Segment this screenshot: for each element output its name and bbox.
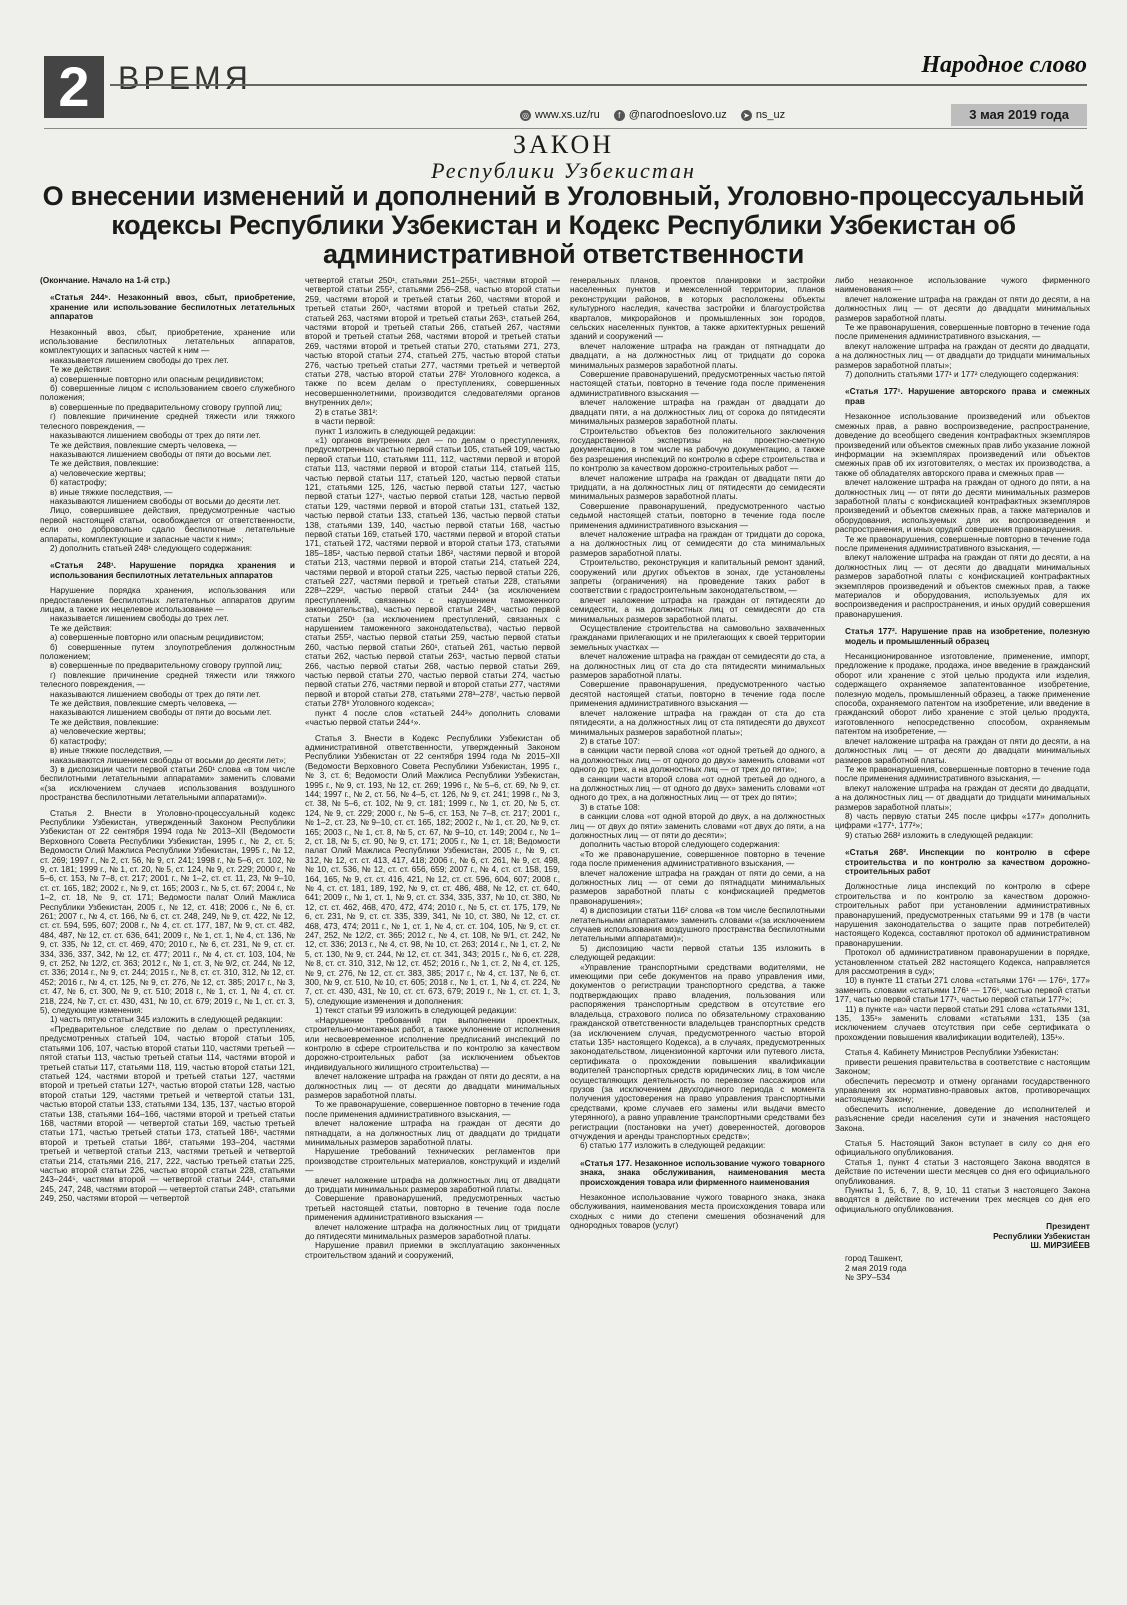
paragraph: в санкции слова «от одной второй до двух, а на должностных лиц — от двух до пяти» заменить словами «от двух до пяти, а на должностных лиц — от пяти до десяти»;: [570, 811, 825, 840]
page-number: 2: [44, 56, 104, 118]
article-title: «Статья 248¹. Нарушение порядка хранения и использования беспилотных летательных аппаратов: [50, 560, 295, 580]
paragraph: наказываются лишением свободы от трех до пяти лет.: [50, 430, 261, 441]
paragraph: г) повлекшие причинение средней тяжести или тяжкого телесного повреждения, —: [40, 669, 295, 690]
paragraph: Те же действия:: [50, 622, 112, 633]
paragraph: влекут наложение штрафа на граждан от десяти до двадцати, а на должностных лиц — от двадцати до тридцати минимальных размеров заработной платы»;: [835, 782, 1090, 812]
paragraph: обеспечить исполнение, доведение до исполнителей и разъяснение среди населения сути и значения настоящего Закона.: [835, 1103, 1090, 1133]
paragraph: Нарушение правил приемки в эксплуатацию законченных строительством зданий и сооружений,: [305, 1240, 560, 1260]
article-columns: [40, 276, 1090, 1596]
website-link[interactable]: [520, 109, 600, 121]
paragraph: в части первой:: [315, 416, 376, 427]
paragraph: «То же правонарушение, совершенное повторно в течение года после применения административного взыскания, —: [570, 848, 825, 869]
paragraph: Те же действия, повлекшие:: [50, 716, 159, 727]
paragraph: влечет наложение штрафа на граждан от пяти до десяти, а на должностных лиц — от десяти до двадцати минимальных размеров заработной платы.: [305, 1071, 560, 1100]
article-title: Статья 177². Нарушение прав на изобретение, полезную модель и промышленный образец: [845, 626, 1090, 646]
paragraph: б) совершенные путем злоупотребления должностным положением;: [40, 641, 295, 662]
paragraph: 3) в диспозиции части первой статьи 260¹ слова «в том числе беспилотными летательными аппаратами» заменить словами «(за исключением случаев использования воздушного пространства беспилотными летательными аппаратами)».: [40, 763, 295, 803]
paragraph: влечет наложение штрафа на должностных лиц от тридцати до пятидесяти минимальных размеров заработной платы.: [305, 1221, 560, 1242]
paragraph: 9) статью 268² изложить в следующей редакции:: [845, 829, 1034, 840]
paragraph: Осуществление строительства на самовольно захваченных гражданами прилегающих и не прилегающих к своей территории земельных участках —: [570, 623, 825, 652]
paragraph: влечет наложение штрафа на граждан от двадцати пяти до тридцати, а на должностных лиц от пятидесяти до семидесяти минимальных размеров заработной платы.: [570, 472, 825, 502]
paragraph: Несанкционированное изготовление, применение, импорт, предложение к продаже, продажа, иное введение в гражданский оборот или хранение с этой целью продукта или изделия, содержащего охраняемое запатентованное изобретение, полезную модель, промышленный образец, а также применение способа, охраняемого патентом на изобретение, или введение в гражданский оборот либо хранение с этой целью продукта, изготовленного непосредственно способом, охраняемым патентом на изобретение, —: [835, 651, 1090, 737]
telegram-link[interactable]: [741, 109, 785, 121]
paragraph: четвертой статьи 250¹, статьями 251–255¹, частями второй — четвертой статьи 255², статьями 256–258, частью второй статьи 259, частями второй и третьей статьи 260, частями второй и третьей статьи 260¹, частями второй и третьей статьи 262, статьей 263, частями второй и третьей статьи 263¹, статьей 264, частями второй и третьей статьи 266, статьей 267, частями второй и третьей статьи 268, частями второй и третьей статьи 269, частями второй и третьей статьи 270, статьями 271, 273, частью второй статьи 274, статьей 275, частью второй статьи 276, частью третьей статьи 277, частями третьей и четвертой статьи 278, частью второй статьи 278² Уголовного кодекса, а также по всем делам о преступлениях, совершенных несовершеннолетними, производится следователями органов внутренних дел»;: [305, 276, 560, 408]
column-3: [570, 276, 825, 1596]
paragraph: «Предварительное следствие по делам о преступлениях, предусмотренных статьей 104, частью второй статьи 105, статьями 106, 107, частью второй статьи 110, частями третьей — пятой статьи 113, частью третьей статьи 114, частями второй и третьей статьи 117, статьями 118, 119, частью второй статьи 121, статьей 124, частями второй и третьей статьи 127, частями второй и третьей статьи 127¹, частью второй статьи 128, частью второй статьи 129, частями третьей и четвертой статьи 131, частью второй статьи 133, статьями 134, 135, 137, частью второй статьи 138, статьями 164–166, частями второй и третьей статьи 168, частями второй — четвертой статьи 169, частью третьей статьи 171, частью третьей статьи 173, статьей 186¹, частями второй и третьей статьи 186², статьями 193–204, частями третьей и четвертой статьи 213, частями третьей и четвертой статьи 214, статьями 216, 217, 222, частью третьей статьи 225, частью второй статьи 226, частью второй статьи 228, статьями 243–244⁵, частями второй — четвертой статьи 244¹, статьями 245, 247, 248, частями второй — четвертой статьи 248¹, статьями 249, 250, частями второй — четвертой: [40, 1023, 295, 1204]
paragraph: Те же правонарушения, совершенные повторно в течение года после применения административного взыскания, —: [835, 322, 1090, 342]
paragraph: а) совершенные повторно или опасным рецидивистом;: [50, 373, 264, 384]
paragraph: влечет наложение штрафа на граждан от пятидесяти до семидесяти, а на должностных лиц от семидесяти до ста минимальных размеров заработной платы.: [570, 594, 825, 624]
paragraph: 6) статью 177 изложить в следующей редакции:: [580, 1140, 766, 1151]
paragraph: либо незаконное использование чужого фирменного наименования —: [835, 276, 1090, 295]
paragraph: влечет наложение штрафа на граждан от пяти до десяти, а на должностных лиц — от десяти до двадцати минимальных размеров заработной платы.: [835, 293, 1090, 323]
paragraph: «Нарушение требований при выполнении проектных, строительно-монтажных работ, а также уклонение от исполнения или несвоевременное исполнение предписаний инспекций по контролю в сфере строительства и по контролю за качеством дорожно-строительных работ (за исключением объектов индивидуального жилищного строительства) —: [305, 1014, 560, 1072]
signing-place: город Ташкент,: [845, 1253, 903, 1264]
paragraph: наказываются лишением свободы от трех до пяти лет.: [50, 688, 261, 699]
paragraph: влечет наложение штрафа на граждан от одного до пяти, а на должностных лиц — от пяти до десяти минимальных размеров заработной платы с конфискацией контрафактных экземпляров произведений и объектов смежных прав, а также материалов и оборудования, используемых для их воспроизведения и распространения, и иных орудий совершения правонарушения.: [835, 477, 1090, 535]
paragraph: влекут наложение штрафа на граждан от пяти до десяти, а на должностных лиц — от десяти до двадцати минимальных размеров заработной платы с конфискацией контрафактных экземпляров произведений и объектов смежных прав, а также материалов и оборудования, используемых для их воспроизведения и распространения, и иных орудий совершения правонарушения.: [835, 552, 1090, 619]
paragraph: Незаконное использование произведений или объектов смежных прав, а равно воспроизведение, распространение, доведение до всеобщего сведения контрафактных экземпляров произведений или объектов смежных прав либо указание ложной информации на экземплярах произведений или объектов смежных прав об их изготовителях, о местах их производства, а также об обладателях авторского права и смежных прав —: [835, 411, 1090, 478]
paragraph: Совершение правонарушений, предусмотренных частью третьей настоящей статьи, повторно в течение года после применения административного взыскания —: [305, 1193, 560, 1223]
paragraph: а) человеческие жертвы;: [50, 467, 146, 478]
paragraph: 10) в пункте 11 статьи 271 слова «статьями 176¹ — 176⁶, 177» заменить словами «статьями 176¹ — 176⁶, частью первой статьи 177, частью первой статьи 177¹, частью первой статьи 177²»;: [835, 975, 1090, 1005]
paragraph: 5) диспозицию части первой статьи 135 изложить в следующей редакции:: [570, 942, 825, 963]
paragraph: наказывается лишением свободы до трех лет.: [50, 613, 229, 624]
telegram-icon: ➤: [741, 110, 752, 121]
paragraph: 1) часть пятую статьи 345 изложить в следующей редакции:: [50, 1014, 283, 1025]
paragraph: «1) органов внутренних дел — по делам о преступлениях, предусмотренных частью первой статьи 105, статьей 109, частью первой статьи 110, статьями 111, 112, частями первой и второй статьи 113, частями первой и второй статьи 114, статьей 115, частью первой статьи 117, статьей 120, частью первой статьи 121, статьями 125, 126, частью первой статьи 127, частью первой статьи 127¹, частью первой статьи 128, частью первой статьи 129, частями первой и второй статьи 131, статьей 132, частью первой статьи 133, статьей 136, частью первой статьи 138, статьями 139, 140, частью первой статьи 168, частью первой статьи 169, статьей 170, частями первой и второй статьи 171, статьей 172, частями первой и второй статьи 173, статьями 185–185², частью первой статьи 186², частями первой и второй статьи 213, частями первой и второй статьи 214, статьей 224, частями первой и второй статьи 225, частью первой статьи 226, статьей 227, частями первой и третьей статьи 228, статьями 228¹–229², частью первой статьи 244¹ (за исключением преступлений, связанных с нарушением таможенного законодательства), частью первой статьи 248¹, частью первой статьи 250¹ (за исключением преступлений, связанных с нарушением таможенного законодательства), частью первой статьи 255², частью первой статьи 259, частью первой статьи 260, частью первой статьи 260¹, статьей 261, частью первой статьи 262, частью первой статьи 263¹, частью первой статьи 266, частью первой статьи 268, частью первой статьи 269, частью первой статьи 270, частью первой статьи 274, частью первой статьи 276, частями первой и второй статьи 277, частями первой и второй статьи 278, статьями 278³–278⁷, частью первой статьи 278⁸ Уголовного кодекса»;: [305, 434, 560, 709]
paragraph: Совершение правонарушения, предусмотренного частью десятой настоящей статьи, повторно в течение года после применения административного взыскания —: [570, 679, 825, 709]
paragraph: обеспечить пересмотр и отмену органами государственного управления их нормативно-правовых актов, противоречащих настоящему Закону;: [835, 1075, 1090, 1105]
paragraph: Статья 1, пункт 4 статьи 3 настоящего Закона вводятся в действие по истечении шести месяцев со дня его официального опубликования.: [835, 1156, 1090, 1186]
paragraph: пункт 4 после слов «статьей 244³» дополнить словами «частью первой статьи 244⁴».: [305, 707, 560, 728]
paragraph: в) совершенные по предварительному сговору группой лиц;: [50, 401, 283, 412]
paragraph: влекут наложение штрафа на граждан от десяти до двадцати, а на должностных лиц — от двадцати до тридцати минимальных размеров заработной платы»;: [835, 340, 1090, 370]
paragraph: То же правонарушение, совершенное повторно в течение года после применения административного взыскания, —: [305, 1099, 560, 1119]
paragraph: дополнить частью второй следующего содержания:: [580, 839, 780, 850]
paragraph: Нарушение требований технических регламентов при производстве строительных материалов, конструкций и изделий —: [305, 1146, 560, 1176]
paragraph: Те же правонарушения, совершенные повторно в течение года после применения административного взыскания, —: [835, 763, 1090, 784]
paragraph: 2) в статье 107:: [580, 735, 640, 746]
paragraph: 3) в статье 108:: [580, 801, 640, 812]
article-title: «Статья 177¹. Нарушение авторского права и смежных прав: [845, 386, 1090, 406]
website-text: www.xs.uz/ru: [535, 109, 600, 121]
law-label: ЗАКОН: [512, 130, 615, 159]
paragraph: «Управление транспортными средствами водителями, не имеющими при себе документов на право управления ими, документов о регистрации транспортного средства, а также подтверждающих право владения, пользования или распоряжения транспортным средством в отсутствие его владельца, страхового полиса по обязательному страхованию гражданской ответственности владельцев транспортных средств (за исключением случая, предусмотренного частью второй статьи 135¹ настоящего Кодекса), а в случаях, предусмотренных законодательством, лицензионной карточки или путевого листа, сертификата о прохождении повышения квалификации водителей транспортных средств юридических лиц, в том числе осуществляющих деятельность по перевозке пассажиров или грузов (за исключением двухгодичного периода с момента получения удостоверения на право управления транспортными средствами, кроме случаев его замены или выдачи вместо утерянного), а равно управление транспортными средствами без регистрации (постановки на учет) доверенностей, договоров отчуждения и аренды транспортных средств»;: [570, 961, 825, 1141]
paragraph: влечет наложение штрафа на граждан от пяти до десяти, а на должностных лиц — от десяти до двадцати минимальных размеров заработной платы.: [835, 735, 1090, 765]
paragraph: Те же действия:: [50, 364, 112, 375]
paragraph: 2) дополнить статьей 248¹ следующего содержания:: [50, 542, 253, 553]
paragraph: Те же правонарушения, совершенные повторно в течение года после применения административного взыскания, —: [835, 533, 1090, 553]
signing-date: 2 мая 2019 года: [845, 1262, 907, 1273]
paragraph: 8) часть первую статьи 245 после цифры «177» дополнить цифрами «177¹, 177²»;: [835, 810, 1090, 831]
continuation-note: (Окончание. Начало на 1-й стр.): [40, 276, 170, 285]
paragraph: в санкции части первой слова «от одной третьей до одного, а на должностных лиц — от одного до двух» заменить словами «от одного до трех, а на должностных лиц — от трех до пяти»;: [570, 745, 825, 775]
paragraph: Пункты 1, 5, 6, 7, 8, 9, 10, 11 статьи 3 настоящего Закона вводятся в действие по истечении трех месяцев со дня его официального опубликования.: [835, 1184, 1090, 1214]
telegram-text: ns_uz: [755, 109, 786, 121]
facebook-icon: f: [614, 110, 625, 121]
paragraph: Статья 2. Внести в Уголовно-процессуальный кодекс Республики Узбекистан, утвержденный Законом Республики Узбекистан от 22 сентября 1994 года № 2013–XII (Ведомости Верховного Совета Республики Узбекистан, 1995 г., № 2, ст. 5; Ведомости Олий Мажлиса Республики Узбекистан, 1995 г., № 12, ст. 269; 1997 г., № 2, ст. 56, № 9, ст. 241; 1998 г., № 5–6, ст. 102, № 9, ст. 181; 1999 г., № 1, ст. 20, № 5, ст. 124, № 9, ст. 229; 2000 г., № 5–6, ст. 153, № 7–8, ст. 217; 2001 г., № 1–2, ст. ст. 11, 23, № 9–10, ст. ст. 165, 182; 2002 г., № 9, ст. 165; 2003 г., № 5, ст. 67; 2004 г., № 1–2, ст. 18, № 9, ст. 171; Ведомости палат Олий Мажлиса Республики Узбекистан, 2005 г., № 12, ст. 418; 2006 г., № 6, ст. 261; 2007 г., № 4, ст. 166, № 6, ст. ст. 248, 249, № 9, ст. 422, № 12, ст. ст. 594, 595, 607; 2008 г., № 4, ст. ст. 177, 187, № 9, ст. ст. 482, 484, 487, № 12, ст. ст. 636, 641; 2009 г., № 1, ст. 1, № 4, ст. 136, № 9, ст. 335, № 12, ст. ст. 469, 470; 2010 г., № 6, ст. 231, № 9, ст. ст. 334, 336, 337, 342, № 12, ст. 477; 2011 г., № 4, ст. ст. 103, 104, № 9, ст. 252, № 12/2, ст. 363; 2012 г., № 1, ст. 3, № 9/2, ст. 244, № 12, ст. 336; 2014 г., № 9, ст. 244; 2015 г., № 8, ст. ст. 310, 312, № 12, ст. 452; 2016 г., № 4, ст. 125, № 9, ст. 276, № 12, ст. 385; 2017 г., № 3, ст. 47, № 6, ст. 300, № 9, ст. 510; 2018 г., № 1, ст. 1, № 4, ст. ст. 218, 224, № 7, ст. ст. 430, 431, № 10, ст. 679; 2019 г., № 1, ст. ст. 3, 5), следующие изменения:: [40, 807, 295, 1016]
paragraph: в) иные тяжкие последствия, —: [50, 745, 173, 756]
paragraph: влечет наложение штрафа на граждан от двадцати до двадцати пяти, а на должностных лиц от сорока до пятидесяти минимальных размеров заработной платы.: [570, 397, 825, 427]
paragraph: влечет наложение штрафа на граждан от десяти до пятнадцати, а на должностных лиц от двадцати до тридцати минимальных размеров заработной платы.: [305, 1118, 560, 1147]
paragraph: влечет наложение штрафа на граждан от пятнадцати до двадцати, а на должностных лиц от тридцати до сорока минимальных размеров заработной платы.: [570, 340, 825, 370]
paragraph: Незаконный ввоз, сбыт, приобретение, хранение или использование беспилотных летательных аппаратов, комплектующих и запасных частей к ним —: [40, 326, 295, 356]
paragraph: Совершение правонарушений, предусмотренных частью пятой настоящей статьи, повторно в течение года после применения административного взыскания —: [570, 369, 825, 398]
paragraph: Строительство, реконструкция и капитальный ремонт зданий, сооружений или других объектов в зонах, где установлены запреты (ограничения) на проведение таких работ в соответствии с градостроительным законодательством, —: [570, 557, 825, 596]
facebook-link[interactable]: [614, 109, 727, 121]
paragraph: влечет наложение штрафа на граждан от семидесяти до ста, а на должностных лиц от ста до ста пятидесяти минимальных размеров заработной платы.: [570, 651, 825, 681]
paragraph: Строительство объектов без положительного заключения государственной экспертизы на проектно-сметную документацию, в том числе на рабочую документацию, а также без разрешения инспекций по контролю в сфере строительства и по контролю за качеством дорожно-строительных работ —: [570, 425, 825, 474]
paragraph: влечет наложение штрафа на должностных лиц от двадцати до тридцати минимальных размеров заработной платы.: [305, 1174, 560, 1194]
paragraph: Те же действия, повлекшие:: [50, 458, 159, 469]
issue-date: 3 мая 2019 года: [951, 104, 1087, 126]
paragraph: в) иные тяжкие последствия, —: [50, 486, 173, 497]
paragraph: Статья 3. Внести в Кодекс Республики Узбекистан об административной ответственности, утвержденный Законом Республики Узбекистан от 22 сентября 1994 года № 2015–XII (Ведомости Верховного Совета Республики Узбекистан, 1995 г., № 3, ст. 6; Ведомости Олий Мажлиса Республики Узбекистан, 1995 г., № 9, ст. 193, № 12, ст. 269; 1996 г., № 5–6, ст. 69, № 9, ст. 144; 1997 г., № 2, ст. 56, № 4–5, ст. 126, № 9, ст. 241; 1998 г., № 3, ст. 38, № 5–6, ст. 102, № 9, ст. 181; 1999 г., № 1, ст. 20, № 5, ст. 124, № 9, ст. 229; 2000 г., № 5–6, ст. 153, № 7–8, ст. 217; 2001 г., № 1–2, ст. 23, № 9–10, ст. ст. 165, 182; 2002 г., № 1, ст. 20, № 9, ст. 165; 2003 г., № 1, ст. 8, № 5, ст. 67, № 9–10, ст. 149; 2004 г., № 1–2, ст. 18, № 5, ст. 90, № 9, ст. 171; 2005 г., № 1, ст. 18; Ведомости палат Олий Мажлиса Республики Узбекистан, 2005 г., № 9, ст. 312, № 12, ст. ст. 413, 417, 418; 2006 г., № 6, ст. 261, № 9, ст. 498, № 10, ст. 536, № 12, ст. ст. 656, 659; 2007 г., № 4, ст. ст. 158, 159, 164, 165, № 9, ст. ст. 416, 421, № 12, ст. ст. 596, 604, 607; 2008 г., № 4, ст. ст. 181, 189, 192, № 9, ст. ст. 486, 488, № 12, ст. ст. 640, 641; 2009 г., № 1, ст. 1, № 9, ст. ст. 334, 335, 337, № 10, ст. 380, № 12, ст. ст. 462, 468, 470, 472, 474; 2010 г., № 5, ст. ст. 175, 179, № 6, ст. 231, № 9, ст. ст. 335, 339, 341, № 10, ст. 380, № 12, ст. ст. 468, 473, 474; 2011 г., № 1, ст. 1, № 4, ст. ст. 104, 105, № 9, ст. ст. 247, 252, № 12/2, ст. 365; 2012 г., № 4, ст. 108, № 9/1, ст. 242, № 12, ст. 336; 2013 г., № 4, ст. 98, № 10, ст. 263; 2014 г., № 1, ст. 2, № 5, ст. 130, № 9, ст. 244, № 12, ст. ст. 341, 343; 2015 г., № 6, ст. 228, № 8, ст. ст. 310, 312, № 12, ст. 452; 2016 г., № 1, ст. 2, № 4, ст. 125, № 9, ст. 276, № 12, ст. ст. 383, 385; 2017 г., № 4, ст. 137, № 6, ст. 300, № 9, ст. 510, № 10, ст. 605; 2018 г., № 1, ст. 1, № 4, ст. 224, № 7, ст. ст. 430, 431, № 10, ст. ст. 673, 679; 2019 г., № 1, ст. ст. 1, 3, 5), следующие изменения и дополнения:: [305, 732, 560, 1006]
section-title: ВРЕМЯ: [118, 60, 252, 96]
law-number: № ЗРУ–534: [845, 1272, 891, 1283]
paragraph: Незаконное использование чужого товарного знака, знака обслуживания, наименования места происхождения товара или сходных с ними до степени смешения обозначений для однородных товаров (услуг): [570, 1192, 825, 1231]
paragraph: Протокол об административном правонарушении в порядке, установленном статьей 282 настоящего Кодекса, направляется для рассмотрения в суд»;: [835, 947, 1090, 977]
paragraph: Лицо, совершившее действия, предусмотренные частью первой настоящей статьи, освобождается от ответственности, если оно добровольно сдало беспилотные летательные аппараты, комплектующие и запасные части к ним»;: [40, 505, 295, 544]
paragraph: а) совершенные повторно или опасным рецидивистом;: [50, 632, 264, 643]
article-title: «Статья 177. Незаконное использование чужого товарного знака, знака обслуживания, наименования места происхождения товара или фирменного наименования: [580, 1157, 825, 1187]
paragraph: Те же действия, повлекшие смерть человека, —: [50, 698, 237, 709]
paragraph: а) человеческие жертвы;: [50, 726, 146, 737]
paragraph: генеральных планов, проектов планировки и застройки населенных пунктов и межселенной территории, планов реконструкции районов, в которых расположены объекты культурного наследия, качества застройки и благоустройства кварталов, микрорайонов и промышленных зон городов, сельских населенных пунктов, а также архитектурных решений зданий и сооружений —: [570, 276, 825, 342]
paragraph: пункт 1 изложить в следующей редакции:: [315, 425, 476, 436]
paragraph: 4) в диспозиции статьи 116² слова «в том числе беспилотными летательными аппаратами» заменить словами «(за исключением случаев использования воздушного пространства беспилотными летательными аппаратами)»;: [570, 905, 825, 944]
paragraph: Статья 5. Настоящий Закон вступает в силу со дня его официального опубликования.: [835, 1137, 1090, 1158]
paragraph: наказываются лишением свободы от пяти до восьми лет.: [50, 448, 272, 459]
paragraph: г) повлекшие причинение средней тяжести или тяжкого телесного повреждения, —: [40, 411, 295, 431]
paragraph: б) катастрофу;: [50, 735, 107, 746]
paragraph: Статья 4. Кабинету Министров Республики Узбекистан:: [845, 1047, 1059, 1058]
paragraph: б) совершенные лицом с использованием своего служебного положения;: [40, 383, 295, 403]
paragraph: в) совершенные по предварительному сговору группой лиц;: [50, 660, 283, 671]
column-2: [305, 276, 560, 1596]
article-headline: О внесении изменений и дополнений в Уголовный, Уголовно-процессуальный кодексы Республики Узбекистан и Кодекс Республики Узбекистан об административной ответственности: [42, 181, 1085, 269]
article-title: «Статья 268². Инспекции по контролю в сфере строительства и по контролю за качеством дорожно-строительных работ: [845, 847, 1090, 876]
paragraph: влечет наложение штрафа на граждан от пяти до семи, а на должностных лиц — от семи до пятнадцати минимальных размеров заработной платы с конфискацией предметов правонарушения»;: [570, 867, 825, 906]
paragraph: наказываются лишением свободы от пяти до восьми лет.: [50, 707, 272, 718]
paragraph: наказываются лишением свободы от восьми до десяти лет»;: [50, 754, 286, 765]
article-title: «Статья 244⁵. Незаконный ввоз, сбыт, приобретение, хранение или использование беспилотных летательных аппаратов: [50, 292, 295, 322]
paragraph: влечет наложение штрафа на граждан от тридцати до сорока, а на должностных лиц от семидесяти до ста минимальных размеров заработной платы.: [570, 528, 825, 558]
paragraph: 1) текст статьи 99 изложить в следующей редакции:: [315, 1005, 517, 1016]
paragraph: Те же действия, повлекшие смерть человека, —: [50, 439, 237, 450]
paragraph: 7) дополнить статьями 177¹ и 177² следующего содержания:: [845, 369, 1079, 380]
paragraph: наказывается лишением свободы до трех лет.: [50, 354, 229, 365]
header-rule: [110, 84, 1087, 86]
globe-icon: ◎: [520, 110, 531, 121]
paragraph: 11) в пункте «а» части первой статьи 291 слова «статьями 131, 135, 135¹» заменить словами «статьями 131, 135 (за исключением случаев отсутствия при себе сертификата о прохождении повышения квалификации водителей), 135¹».: [835, 1003, 1090, 1042]
info-bar: [110, 104, 1087, 126]
signature-name: Ш. МИРЗИЁЕВ: [1030, 1240, 1090, 1250]
republic-label: Республики Узбекистан: [431, 158, 696, 183]
paragraph: в санкции части второй слова «от одной третьей до одного, а на должностных лиц — от одного до двух» заменить словами «от одного до трех, а на должностных лиц — от трех до пяти»;: [570, 773, 825, 803]
paragraph: Должностные лица инспекций по контролю в сфере строительства и по контролю за качеством дорожно-строительных работ при установлении административных правонарушений, предусмотренных статьями 99 и 178 (в части нарушения законодательства о защите прав потребителей) настоящего Кодекса, составляют протокол об административном правонарушении.: [835, 881, 1090, 948]
paragraph: б) катастрофу;: [50, 477, 107, 488]
paragraph: Нарушение порядка хранения, использования или предоставления беспилотных летательных аппаратов другим лицам, а также их нецелевое использование —: [40, 585, 295, 614]
column-1: [40, 276, 295, 1596]
paragraph: 2) в статье 381²:: [315, 406, 378, 417]
facebook-text: @narodnoeslovo.uz: [628, 109, 727, 121]
paragraph: Совершение правонарушений, предусмотренного частью седьмой настоящей статьи, повторно в течение года после применения административного взыскания —: [570, 500, 825, 530]
header-rule-bottom: [44, 128, 1087, 129]
column-4: [835, 276, 1090, 1596]
paragraph: наказываются лишением свободы от восьми до десяти лет.: [50, 495, 281, 506]
paragraph: привести решения правительства в соответствие с настоящим Законом;: [835, 1056, 1090, 1077]
newspaper-brand: Народное слово: [921, 52, 1087, 78]
paragraph: влечет наложение штрафа на граждан от ста до ста пятидесяти, а на должностных лиц от ста пятидесяти до двухсот минимальных размеров заработной платы»;: [570, 707, 825, 737]
signature-republic: Республики Узбекистан: [993, 1230, 1090, 1241]
signature-title: Президент: [1046, 1221, 1090, 1232]
